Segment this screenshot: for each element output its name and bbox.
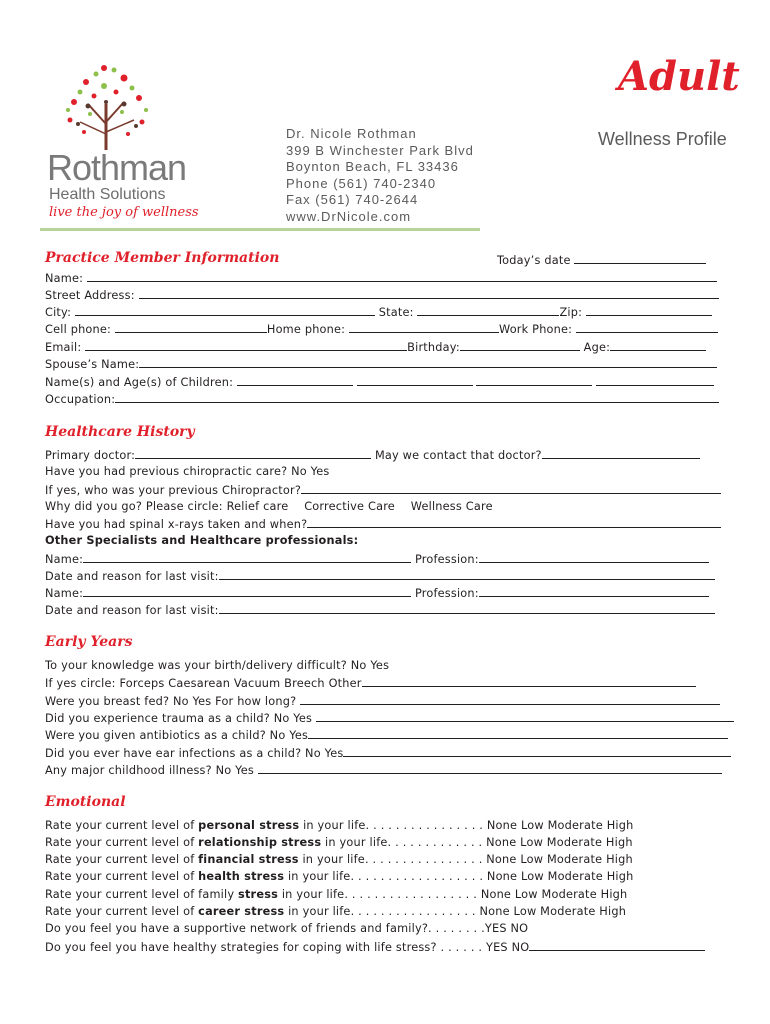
child-field-2[interactable] — [357, 374, 473, 386]
spouse-row — [45, 356, 717, 373]
ear-infection-field[interactable] — [343, 745, 731, 757]
brand-name: Rothman — [47, 147, 187, 188]
age-field[interactable] — [610, 339, 706, 351]
birth-other-field[interactable] — [362, 675, 696, 687]
specialist-2-profession-label: Profession: — [414, 587, 479, 600]
leader-dots: . . . . . . . . . . . . . . . . — [354, 905, 480, 918]
specialist-1-visit-row — [45, 568, 715, 585]
contact-doctor-label: May we contact that doctor? — [374, 449, 542, 462]
rate-prefix: Rate your current level of — [45, 888, 195, 901]
child-field-4[interactable] — [596, 374, 714, 386]
section-heading-practice: Practice Member Information — [45, 250, 280, 266]
spouse-field[interactable] — [139, 356, 717, 368]
stress-type-personal: personal stress — [198, 819, 300, 832]
address-line-1: 399 B Winchester Park Blvd — [286, 142, 474, 158]
brand-tagline: live the joy of wellness — [49, 205, 199, 220]
stress-scale-career[interactable]: None Low Moderate High — [479, 905, 627, 918]
previous-care-row[interactable]: Have you had previous chiropractic care? No Yes — [45, 465, 330, 478]
age-label: Age: — [583, 341, 611, 354]
stress-row-health — [45, 869, 634, 885]
why-label: Why did you go? Please circle: — [45, 500, 223, 513]
leader-dots: . . . . . . . . . . . . . . . . . — [348, 888, 481, 901]
street-label: Street Address: — [45, 289, 135, 302]
street-field[interactable] — [139, 287, 719, 299]
xrays-label: Have you had spinal x-rays taken and when? — [45, 518, 308, 531]
specialist-2-row — [45, 585, 709, 602]
why-row — [45, 499, 493, 515]
children-label: Name(s) and Age(s) of Children: — [45, 376, 234, 389]
stress-type-career: career stress — [198, 905, 285, 918]
antibiotics-row — [45, 727, 728, 744]
birthday-label: Birthday: — [407, 341, 460, 354]
stress-scale-family[interactable]: None Low Moderate High — [480, 888, 628, 901]
name-label: Name: — [45, 272, 84, 285]
stress-scale-personal[interactable]: None Low Moderate High — [486, 819, 634, 832]
city-label: City: — [45, 306, 72, 319]
birth-circle-row — [45, 675, 696, 692]
email-field[interactable] — [85, 339, 407, 351]
state-label: State: — [378, 306, 414, 319]
occupation-field[interactable] — [115, 391, 719, 403]
work-phone-label: Work Phone: — [498, 323, 573, 336]
antibiotics-label[interactable]: Were you given antibiotics as a child? No Yes — [45, 729, 309, 742]
specialist-2-profession-field[interactable] — [479, 585, 709, 597]
street-row — [45, 287, 719, 304]
previous-chiro-label: If yes, who was your previous Chiropractor? — [45, 484, 302, 497]
section-heading-emotional: Emotional — [45, 794, 126, 810]
rate-suffix: in your life. — [287, 870, 355, 883]
stress-row-family — [45, 887, 627, 903]
ear-infection-row — [45, 745, 731, 762]
rate-prefix: Rate your current level of — [45, 905, 195, 918]
childhood-illness-label[interactable]: Any major childhood illness? No Yes — [45, 764, 255, 777]
todays-date-row — [497, 252, 706, 269]
breastfed-label[interactable]: Were you breast fed? No Yes For how long? — [45, 695, 297, 708]
specialist-1-name-label: Name: — [45, 553, 84, 566]
specialist-2-visit-row — [45, 602, 715, 619]
primary-doctor-label: Primary doctor: — [45, 449, 136, 462]
support-network-row[interactable]: Do you feel you have a supportive network of friends and family?. . . . . . . .YES NO — [45, 922, 529, 935]
home-phone-field[interactable] — [349, 321, 499, 333]
email-row — [45, 339, 706, 356]
trauma-field[interactable] — [316, 710, 734, 722]
stress-type-health: health stress — [198, 870, 285, 883]
coping-row — [45, 939, 705, 956]
specialist-1-visit-field[interactable] — [219, 568, 715, 580]
breastfed-field[interactable] — [300, 693, 720, 705]
practice-address — [286, 126, 474, 225]
previous-chiro-row — [45, 482, 721, 499]
brand-subtitle: Health Solutions — [49, 186, 166, 203]
specialist-2-name-label: Name: — [45, 587, 84, 600]
state-field[interactable] — [417, 304, 559, 316]
leader-dots: . . . . . . . . . . . . . . . . . — [354, 870, 487, 883]
children-row — [45, 374, 714, 391]
cell-phone-field[interactable] — [115, 321, 267, 333]
website[interactable]: www.DrNicole.com — [286, 208, 412, 224]
section-heading-healthcare: Healthcare History — [45, 424, 195, 440]
leader-dots: . . . . . . . . . . . . . . . — [368, 853, 487, 866]
breastfed-row — [45, 693, 720, 710]
stress-scale-health[interactable]: None Low Moderate High — [486, 870, 634, 883]
email-label: Email: — [45, 341, 82, 354]
stress-row-career — [45, 904, 626, 920]
specialist-2-visit-label: Date and reason for last visit: — [45, 604, 219, 617]
todays-date-field[interactable] — [574, 252, 706, 264]
address-line-2: Boynton Beach, FL 33436 — [286, 159, 459, 174]
child-field-3[interactable] — [476, 374, 592, 386]
occupation-label: Occupation: — [45, 393, 116, 406]
birth-row[interactable]: To your knowledge was your birth/delivery difficult? No Yes — [45, 659, 390, 672]
birth-circle-label[interactable]: If yes circle: Forceps Caesarean Vacuum Breech Other — [45, 677, 362, 690]
specialist-2-name-field[interactable] — [83, 585, 411, 597]
phone-row — [45, 321, 718, 338]
section-heading-early-years: Early Years — [45, 634, 133, 650]
leader-dots: . . . . . . . . . . . . — [391, 836, 487, 849]
phone-number: Phone (561) 740-2340 — [286, 175, 437, 191]
doctor-name: Dr. Nicole Rothman — [286, 126, 417, 141]
occupation-row — [45, 391, 719, 408]
city-row — [45, 304, 712, 321]
primary-doctor-field[interactable] — [135, 447, 371, 459]
zip-label: Zip: — [559, 306, 583, 319]
fax-number: Fax (561) 740-2644 — [286, 192, 419, 207]
stress-type-relationship: relationship stress — [198, 836, 322, 849]
xrays-row — [45, 516, 721, 533]
specialist-1-row — [45, 551, 709, 568]
xrays-field[interactable] — [307, 516, 721, 528]
form-title: Adult — [618, 53, 740, 100]
trauma-row — [45, 710, 734, 727]
specialist-1-profession-label: Profession: — [414, 553, 479, 566]
coping-label[interactable]: Do you feel you have healthy strategies for coping with life stress? . . . . . . YES NO — [45, 941, 530, 954]
ear-infection-label[interactable]: Did you ever have ear infections as a child? No Yes — [45, 747, 344, 760]
stress-row-relationship — [45, 835, 633, 851]
stress-scale-relationship[interactable]: None Low Moderate High — [486, 836, 633, 849]
birthday-field[interactable] — [460, 339, 580, 351]
city-field[interactable] — [75, 304, 375, 316]
todays-date-label: Today’s date — [497, 254, 571, 267]
coping-field[interactable] — [529, 939, 705, 951]
zip-field[interactable] — [586, 304, 712, 316]
work-phone-field[interactable] — [576, 321, 718, 333]
specialist-1-profession-field[interactable] — [479, 551, 709, 563]
name-field[interactable] — [87, 270, 717, 282]
rate-prefix: Rate your current level of — [45, 870, 195, 883]
rate-suffix: in your life. — [281, 888, 349, 901]
specialist-1-name-field[interactable] — [83, 551, 411, 563]
rate-prefix: Rate your current level of — [45, 853, 195, 866]
child-field-1[interactable] — [237, 374, 353, 386]
stress-type-family: stress — [238, 888, 279, 901]
specialist-2-visit-field[interactable] — [219, 602, 715, 614]
name-row — [45, 270, 717, 287]
stress-scale-financial[interactable]: None Low Moderate High — [486, 853, 633, 866]
cell-phone-label: Cell phone: — [45, 323, 112, 336]
rate-suffix: in your life. — [288, 905, 355, 918]
stress-type-financial: financial stress — [198, 853, 299, 866]
header-divider — [40, 228, 480, 231]
other-specialists-heading: Other Specialists and Healthcare professionals: — [45, 534, 359, 547]
rate-prefix: Rate your current level of — [45, 819, 195, 832]
childhood-illness-row — [45, 762, 722, 779]
rate-suffix: in your life. — [325, 836, 392, 849]
contact-doctor-field[interactable] — [542, 447, 700, 459]
childhood-illness-field[interactable] — [258, 762, 722, 774]
option-wellness-care[interactable]: Wellness Care — [410, 500, 493, 513]
antibiotics-field[interactable] — [308, 727, 728, 739]
rate-suffix: in your life. — [302, 853, 369, 866]
stress-row-personal — [45, 818, 633, 834]
stress-plain: family — [198, 888, 239, 901]
specialist-1-visit-label: Date and reason for last visit: — [45, 570, 219, 583]
form-subtitle: Wellness Profile — [598, 129, 727, 149]
spouse-label: Spouse’s Name: — [45, 358, 140, 371]
option-corrective-care[interactable]: Corrective Care — [304, 500, 395, 513]
home-phone-label: Home phone: — [266, 323, 346, 336]
leader-dots: . . . . . . . . . . . . . . . — [369, 819, 487, 832]
rate-suffix: in your life. — [303, 819, 370, 832]
primary-doctor-row — [45, 447, 700, 464]
previous-chiro-field[interactable] — [301, 482, 721, 494]
option-relief-care[interactable]: Relief care — [226, 500, 289, 513]
rate-prefix: Rate your current level of — [45, 836, 195, 849]
stress-row-financial — [45, 852, 633, 868]
trauma-label[interactable]: Did you experience trauma as a child? No Yes — [45, 712, 313, 725]
